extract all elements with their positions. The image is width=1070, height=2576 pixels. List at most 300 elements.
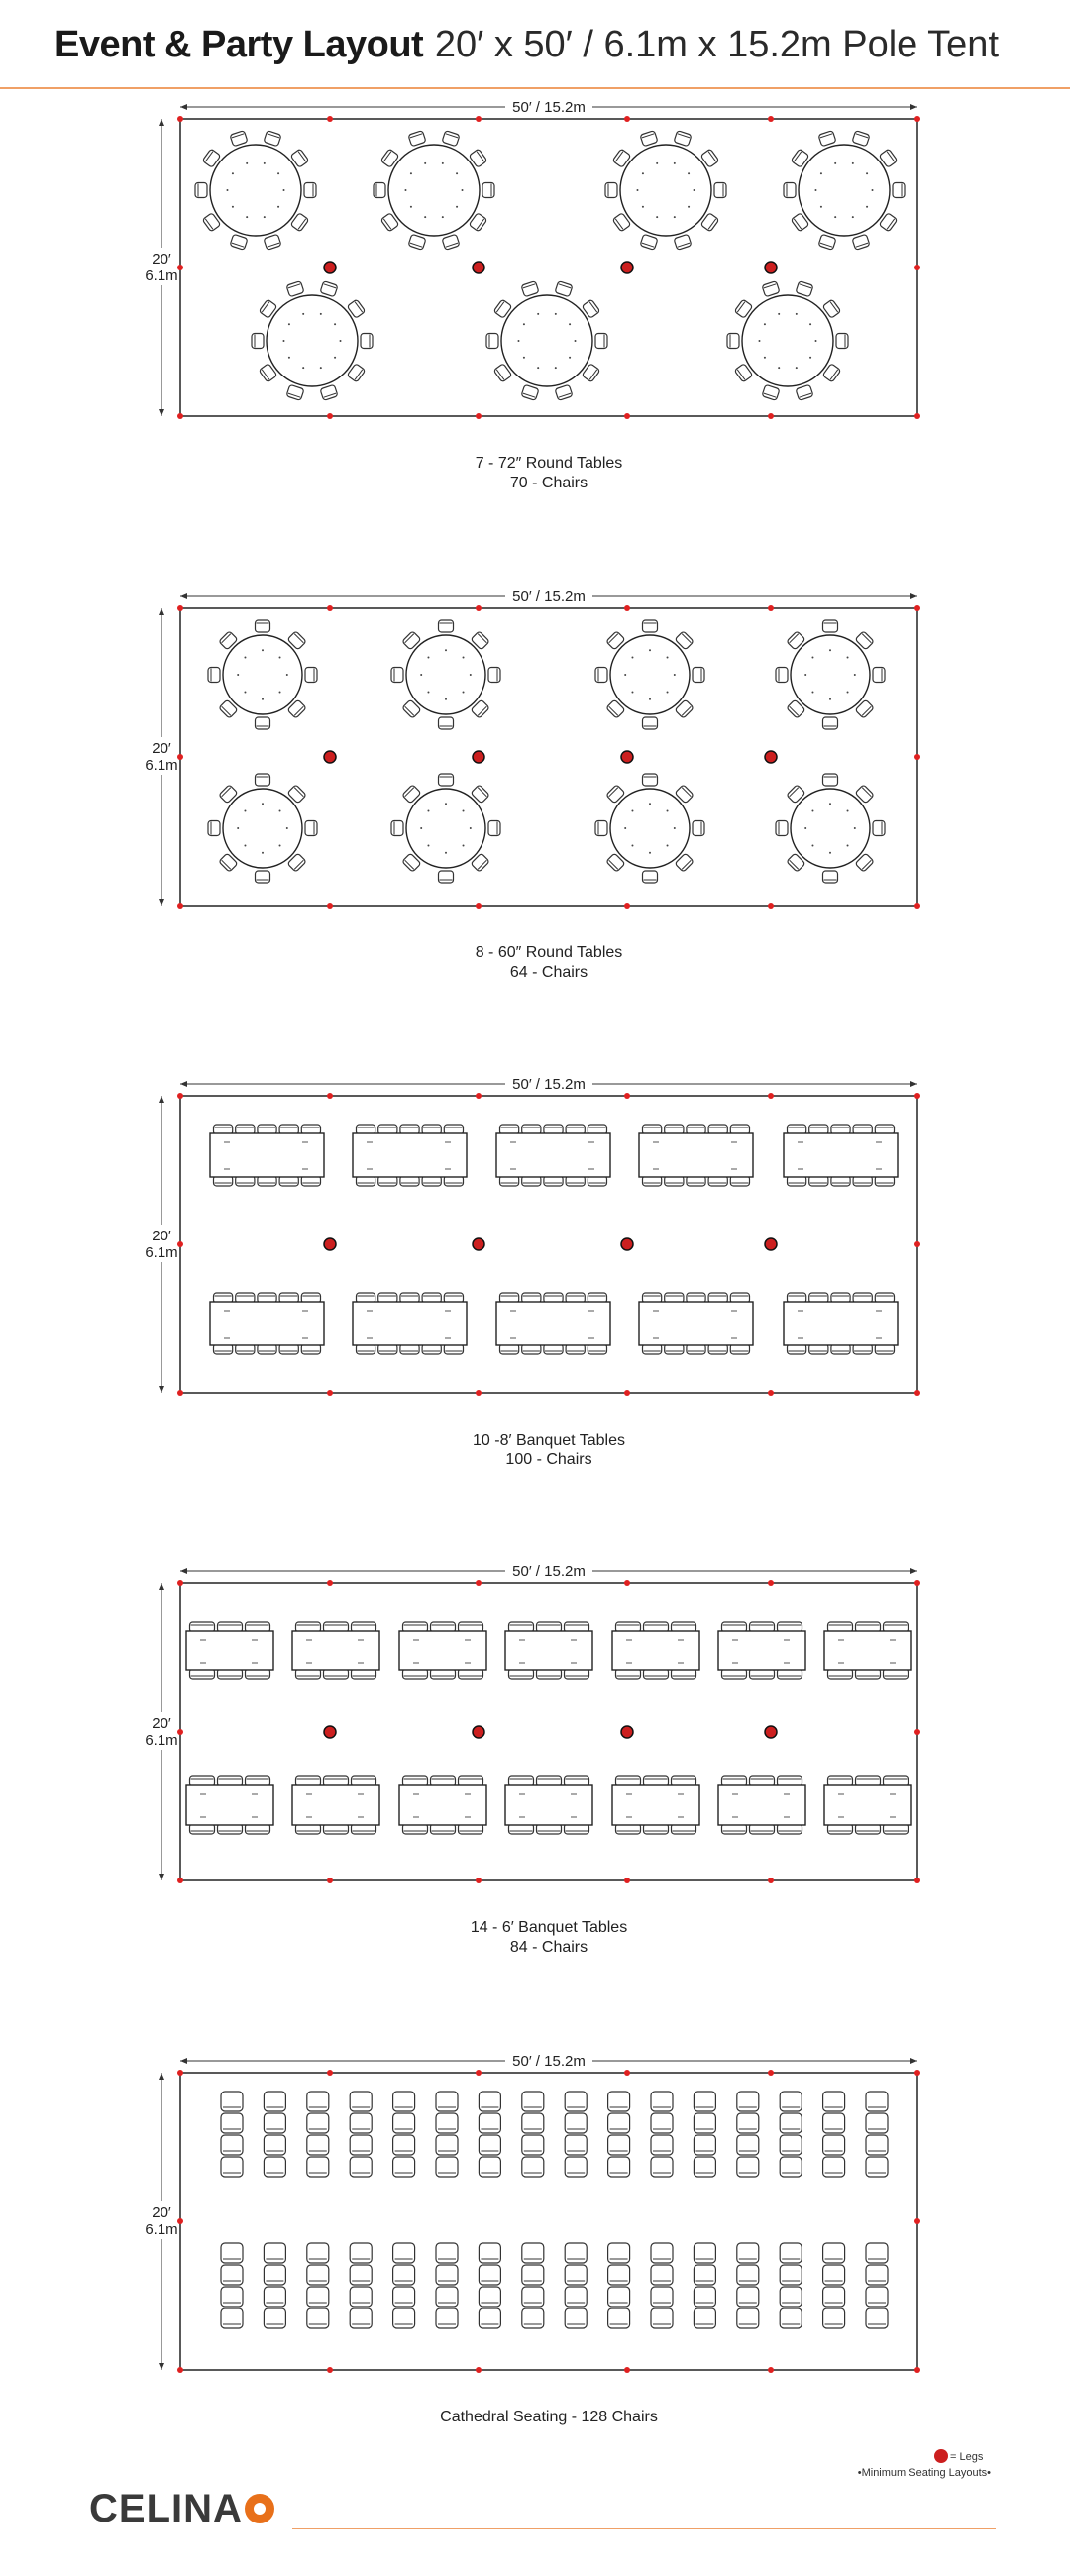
chair bbox=[221, 2243, 243, 2263]
logo-text: CELINA bbox=[89, 2487, 243, 2530]
chair bbox=[565, 2243, 587, 2263]
chair bbox=[762, 281, 780, 297]
chair bbox=[674, 234, 692, 250]
chair bbox=[522, 2243, 544, 2263]
chair bbox=[436, 2113, 458, 2133]
chair bbox=[823, 871, 838, 883]
round-table bbox=[727, 281, 848, 401]
chair bbox=[307, 2113, 329, 2133]
chair bbox=[866, 2135, 888, 2155]
round-table bbox=[605, 131, 726, 251]
depth-label-feet: 20′ bbox=[152, 740, 171, 757]
banquet-table bbox=[496, 1125, 610, 1186]
chair bbox=[694, 2092, 715, 2111]
width-dimension bbox=[180, 1561, 917, 1580]
chair bbox=[221, 2157, 243, 2177]
chair bbox=[873, 821, 885, 836]
round-table bbox=[784, 131, 905, 251]
chair bbox=[350, 2092, 372, 2111]
chair bbox=[565, 2308, 587, 2328]
leg-marker bbox=[621, 1238, 633, 1250]
center-legs bbox=[324, 1726, 777, 1738]
layout-caption: 7 - 72″ Round Tables bbox=[475, 455, 623, 472]
round-table bbox=[595, 774, 704, 883]
chair bbox=[555, 384, 573, 400]
chair bbox=[307, 2243, 329, 2263]
chair bbox=[264, 2092, 285, 2111]
tent-layout-2 bbox=[139, 587, 920, 981]
leg-marker bbox=[473, 1726, 484, 1738]
round-table bbox=[776, 620, 885, 729]
legend bbox=[858, 2449, 991, 2479]
chair bbox=[252, 334, 264, 349]
chair bbox=[393, 2135, 415, 2155]
chair bbox=[651, 2157, 673, 2177]
center-legs bbox=[324, 751, 777, 763]
layout-caption: 14 - 6′ Banquet Tables bbox=[470, 1919, 628, 1936]
banquet-table bbox=[718, 1622, 805, 1679]
banquet-table bbox=[399, 1622, 486, 1679]
chair bbox=[852, 234, 870, 250]
chair bbox=[893, 183, 905, 198]
chair bbox=[307, 2135, 329, 2155]
chair bbox=[436, 2308, 458, 2328]
round-table bbox=[208, 774, 317, 883]
chair bbox=[522, 2157, 544, 2177]
chair bbox=[393, 2243, 415, 2263]
chair bbox=[479, 2092, 500, 2111]
chair bbox=[780, 2113, 802, 2133]
chair bbox=[479, 2308, 500, 2328]
chair bbox=[823, 2287, 845, 2307]
chair bbox=[221, 2113, 243, 2133]
chair bbox=[350, 2287, 372, 2307]
chair bbox=[823, 2308, 845, 2328]
chair bbox=[651, 2243, 673, 2263]
chair bbox=[674, 131, 692, 147]
chair bbox=[256, 774, 270, 786]
chair bbox=[208, 668, 220, 683]
tent-layout-3 bbox=[139, 1074, 920, 1468]
round-table bbox=[391, 620, 500, 729]
chair bbox=[873, 668, 885, 683]
layout-caption: 10 -8′ Banquet Tables bbox=[473, 1432, 625, 1449]
chair bbox=[439, 717, 454, 729]
banquet-table bbox=[292, 1622, 379, 1679]
chair bbox=[852, 131, 870, 147]
chair bbox=[436, 2092, 458, 2111]
banquet-table bbox=[612, 1776, 699, 1834]
chair bbox=[693, 821, 704, 836]
leg-marker bbox=[765, 1238, 777, 1250]
chair bbox=[442, 234, 460, 250]
chair bbox=[221, 2092, 243, 2111]
chair bbox=[694, 2157, 715, 2177]
chair bbox=[866, 2243, 888, 2263]
chair bbox=[479, 2113, 500, 2133]
chair bbox=[780, 2135, 802, 2155]
banquet-table bbox=[824, 1776, 911, 1834]
banquet-table bbox=[186, 1622, 273, 1679]
chair bbox=[350, 2113, 372, 2133]
chair bbox=[737, 2092, 759, 2111]
chair bbox=[694, 2243, 715, 2263]
depth-label-meters: 6.1m bbox=[145, 757, 178, 774]
chair bbox=[374, 183, 385, 198]
banquet-table bbox=[639, 1293, 753, 1354]
chair bbox=[694, 2113, 715, 2133]
chair bbox=[565, 2287, 587, 2307]
chair bbox=[651, 2113, 673, 2133]
chair bbox=[482, 183, 494, 198]
layout-caption: Cathedral Seating - 128 Chairs bbox=[440, 2409, 658, 2425]
chair bbox=[442, 131, 460, 147]
chair bbox=[436, 2135, 458, 2155]
chair bbox=[391, 821, 403, 836]
chair bbox=[393, 2287, 415, 2307]
chair bbox=[230, 131, 248, 147]
chair bbox=[823, 2113, 845, 2133]
tent-outline bbox=[180, 2073, 917, 2370]
chair bbox=[694, 2135, 715, 2155]
chair bbox=[643, 717, 658, 729]
chair bbox=[565, 2265, 587, 2285]
chair bbox=[727, 334, 739, 349]
chair bbox=[221, 2135, 243, 2155]
chair bbox=[350, 2135, 372, 2155]
chair bbox=[286, 281, 304, 297]
width-dimension bbox=[180, 2051, 917, 2070]
layout-chair-count: 100 - Chairs bbox=[505, 1451, 592, 1468]
chair bbox=[479, 2135, 500, 2155]
layout-caption: 8 - 60″ Round Tables bbox=[475, 944, 623, 961]
round-table bbox=[391, 774, 500, 883]
chair bbox=[866, 2092, 888, 2111]
chair bbox=[694, 2265, 715, 2285]
page-subtitle: 20′ x 50′ / 6.1m x 15.2m Pole Tent bbox=[434, 24, 999, 65]
round-table bbox=[776, 774, 885, 883]
chair bbox=[307, 2308, 329, 2328]
legend-leg-icon bbox=[934, 2449, 948, 2463]
leg-marker bbox=[324, 262, 336, 273]
banquet-table bbox=[210, 1125, 324, 1186]
chair bbox=[780, 2265, 802, 2285]
chair bbox=[479, 2287, 500, 2307]
leg-marker bbox=[621, 751, 633, 763]
chair bbox=[393, 2092, 415, 2111]
chair bbox=[823, 2092, 845, 2111]
chair bbox=[264, 2135, 285, 2155]
chair bbox=[608, 2092, 630, 2111]
chair bbox=[694, 2308, 715, 2328]
chair bbox=[256, 871, 270, 883]
chair bbox=[264, 2265, 285, 2285]
chair bbox=[714, 183, 726, 198]
chair bbox=[350, 2265, 372, 2285]
chair bbox=[565, 2113, 587, 2133]
chair bbox=[521, 281, 539, 297]
chair bbox=[780, 2243, 802, 2263]
chair bbox=[737, 2135, 759, 2155]
depth-label-meters: 6.1m bbox=[145, 268, 178, 284]
chair bbox=[264, 2157, 285, 2177]
banquet-table bbox=[784, 1125, 898, 1186]
chair bbox=[737, 2243, 759, 2263]
round-table bbox=[252, 281, 373, 401]
leg-marker bbox=[473, 751, 484, 763]
width-label: 50′ / 15.2m bbox=[512, 1563, 586, 1580]
chair bbox=[737, 2157, 759, 2177]
leg-marker bbox=[765, 1726, 777, 1738]
leg-marker bbox=[765, 262, 777, 273]
leg-marker bbox=[324, 1238, 336, 1250]
chair bbox=[608, 2265, 630, 2285]
chair bbox=[608, 2243, 630, 2263]
depth-label-feet: 20′ bbox=[152, 1228, 171, 1244]
center-legs bbox=[324, 262, 777, 273]
tent-layout-1 bbox=[139, 97, 920, 491]
chair bbox=[737, 2308, 759, 2328]
chair bbox=[643, 620, 658, 632]
chair bbox=[796, 281, 813, 297]
depth-label-meters: 6.1m bbox=[145, 2221, 178, 2238]
chair bbox=[264, 2243, 285, 2263]
chair bbox=[436, 2287, 458, 2307]
layout-chair-count: 64 - Chairs bbox=[509, 964, 588, 981]
width-dimension bbox=[180, 1074, 917, 1093]
chair bbox=[565, 2157, 587, 2177]
chair bbox=[823, 2157, 845, 2177]
chair bbox=[393, 2157, 415, 2177]
chair bbox=[307, 2157, 329, 2177]
chair bbox=[818, 234, 836, 250]
chair bbox=[436, 2243, 458, 2263]
chair bbox=[693, 668, 704, 683]
chair bbox=[488, 821, 500, 836]
layout-chair-count: 70 - Chairs bbox=[509, 475, 588, 491]
banquet-table bbox=[505, 1776, 592, 1834]
chair bbox=[796, 384, 813, 400]
layout-chair-count: 84 - Chairs bbox=[509, 1939, 588, 1956]
banquet-table bbox=[210, 1293, 324, 1354]
leg-marker bbox=[324, 751, 336, 763]
chair bbox=[555, 281, 573, 297]
round-table bbox=[486, 281, 607, 401]
chair bbox=[264, 2287, 285, 2307]
chair bbox=[264, 234, 281, 250]
chair bbox=[486, 334, 498, 349]
chair bbox=[286, 384, 304, 400]
chair bbox=[784, 183, 796, 198]
chair bbox=[823, 774, 838, 786]
chair bbox=[522, 2092, 544, 2111]
chair bbox=[640, 131, 658, 147]
celina-logo bbox=[89, 2487, 274, 2531]
chair bbox=[737, 2113, 759, 2133]
chair bbox=[565, 2092, 587, 2111]
chair bbox=[208, 821, 220, 836]
perimeter-poles bbox=[177, 2070, 920, 2373]
chair bbox=[866, 2113, 888, 2133]
chair bbox=[780, 2092, 802, 2111]
chair bbox=[436, 2265, 458, 2285]
chair bbox=[320, 281, 338, 297]
chair bbox=[393, 2265, 415, 2285]
chair bbox=[608, 2308, 630, 2328]
banquet-table bbox=[353, 1125, 467, 1186]
chair bbox=[361, 334, 373, 349]
chair bbox=[307, 2092, 329, 2111]
chair bbox=[651, 2092, 673, 2111]
chair bbox=[522, 2113, 544, 2133]
chair bbox=[737, 2287, 759, 2307]
chair bbox=[780, 2308, 802, 2328]
chair bbox=[221, 2287, 243, 2307]
tent-layout-4 bbox=[139, 1561, 920, 1956]
chair bbox=[350, 2308, 372, 2328]
chair bbox=[305, 668, 317, 683]
chair bbox=[823, 2135, 845, 2155]
chair bbox=[522, 2287, 544, 2307]
chair bbox=[866, 2157, 888, 2177]
chair bbox=[393, 2113, 415, 2133]
chair bbox=[439, 774, 454, 786]
chair bbox=[605, 183, 617, 198]
chair bbox=[307, 2287, 329, 2307]
chair bbox=[651, 2265, 673, 2285]
width-dimension bbox=[180, 587, 917, 605]
chair bbox=[640, 234, 658, 250]
chair bbox=[608, 2135, 630, 2155]
chair bbox=[608, 2157, 630, 2177]
banquet-table bbox=[496, 1293, 610, 1354]
chair bbox=[350, 2157, 372, 2177]
round-table bbox=[595, 620, 704, 729]
chair bbox=[651, 2308, 673, 2328]
chair bbox=[304, 183, 316, 198]
legend-note: •Minimum Seating Layouts• bbox=[857, 2467, 991, 2479]
chair bbox=[823, 620, 838, 632]
chair bbox=[776, 821, 788, 836]
chair bbox=[221, 2265, 243, 2285]
depth-label-meters: 6.1m bbox=[145, 1244, 178, 1261]
banquet-table bbox=[718, 1776, 805, 1834]
banquet-table bbox=[784, 1293, 898, 1354]
chair bbox=[595, 821, 607, 836]
chair bbox=[264, 2308, 285, 2328]
chair bbox=[866, 2308, 888, 2328]
chair bbox=[221, 2308, 243, 2328]
chair bbox=[651, 2135, 673, 2155]
page-title: Event & Party Layout bbox=[54, 24, 424, 65]
tent-layout-5 bbox=[139, 2051, 920, 2425]
leg-marker bbox=[473, 262, 484, 273]
chair bbox=[230, 234, 248, 250]
depth-label-meters: 6.1m bbox=[145, 1732, 178, 1749]
chair bbox=[522, 2308, 544, 2328]
logo-circle-icon bbox=[245, 2494, 274, 2523]
chair bbox=[866, 2287, 888, 2307]
banquet-table bbox=[639, 1125, 753, 1186]
leg-marker bbox=[621, 1726, 633, 1738]
chair bbox=[823, 2265, 845, 2285]
chair bbox=[439, 871, 454, 883]
chair bbox=[256, 717, 270, 729]
depth-label-feet: 20′ bbox=[152, 1715, 171, 1732]
chair bbox=[521, 384, 539, 400]
chair bbox=[522, 2135, 544, 2155]
chair bbox=[823, 717, 838, 729]
chair bbox=[643, 871, 658, 883]
chair bbox=[694, 2287, 715, 2307]
chair bbox=[264, 2113, 285, 2133]
chair bbox=[305, 821, 317, 836]
leg-marker bbox=[621, 262, 633, 273]
chair bbox=[762, 384, 780, 400]
chair bbox=[776, 668, 788, 683]
chair bbox=[488, 668, 500, 683]
banquet-table bbox=[505, 1622, 592, 1679]
round-table bbox=[374, 131, 494, 251]
legend-legs-label: = Legs bbox=[950, 2451, 984, 2463]
chair bbox=[195, 183, 207, 198]
chair bbox=[595, 334, 607, 349]
banquet-table bbox=[399, 1776, 486, 1834]
chair bbox=[780, 2287, 802, 2307]
chair bbox=[651, 2287, 673, 2307]
width-label: 50′ / 15.2m bbox=[512, 589, 586, 605]
chair bbox=[836, 334, 848, 349]
chair bbox=[436, 2157, 458, 2177]
footer-divider bbox=[292, 2528, 996, 2529]
chair bbox=[823, 2243, 845, 2263]
chair bbox=[408, 131, 426, 147]
chair bbox=[595, 668, 607, 683]
width-label: 50′ / 15.2m bbox=[512, 2053, 586, 2070]
banquet-table bbox=[292, 1776, 379, 1834]
banquet-table bbox=[824, 1622, 911, 1679]
leg-marker bbox=[765, 751, 777, 763]
chair bbox=[320, 384, 338, 400]
chair bbox=[608, 2287, 630, 2307]
round-table bbox=[195, 131, 316, 251]
chair bbox=[479, 2157, 500, 2177]
width-label: 50′ / 15.2m bbox=[512, 99, 586, 116]
chair bbox=[391, 668, 403, 683]
chair bbox=[307, 2265, 329, 2285]
chair bbox=[479, 2265, 500, 2285]
width-label: 50′ / 15.2m bbox=[512, 1076, 586, 1093]
banquet-table bbox=[612, 1622, 699, 1679]
chair bbox=[866, 2265, 888, 2285]
leg-marker bbox=[473, 1238, 484, 1250]
depth-label-feet: 20′ bbox=[152, 2204, 171, 2221]
banquet-table bbox=[186, 1776, 273, 1834]
chair bbox=[737, 2265, 759, 2285]
depth-label-feet: 20′ bbox=[152, 251, 171, 268]
leg-marker bbox=[324, 1726, 336, 1738]
chair bbox=[780, 2157, 802, 2177]
chair bbox=[256, 620, 270, 632]
chair bbox=[565, 2135, 587, 2155]
center-legs bbox=[324, 1238, 777, 1250]
width-dimension bbox=[180, 97, 917, 116]
chair bbox=[264, 131, 281, 147]
chair bbox=[350, 2243, 372, 2263]
chair bbox=[608, 2113, 630, 2133]
chair bbox=[479, 2243, 500, 2263]
chair bbox=[522, 2265, 544, 2285]
